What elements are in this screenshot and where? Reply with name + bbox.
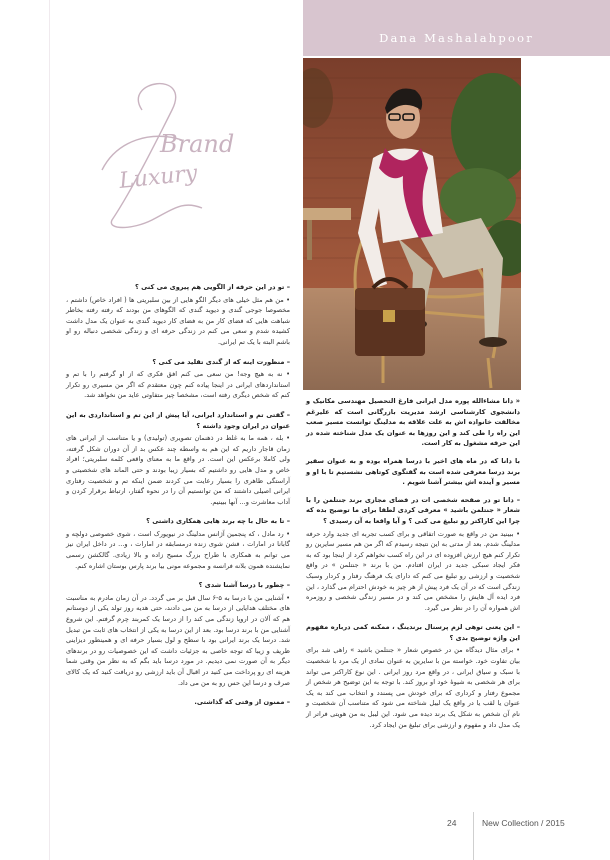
interview-question: – دانا تو در صفحه شخصی ات در فضای مجازی برند جنتلمن را با شعار « جنتلمن باشید » معرفی کردی لطفا برای ما توضیح بده که چرا این کاراکتر رو تبلیغ می کنی ؟ و آیا واقعا به آن رسیدی ؟ <box>306 495 520 525</box>
intro-paragraph: « دانا مشاءالله پوره مدل ایرانی فارغ التحصیل مهندسی مکانیک و دانشجوی کارشناسی ارشد مدیریت بازرگانی است که علیرغم مخالفت خانواده اش به علت علاقه به مدلینگ توانست مسیر صعب این راه را طی کند و این روزها به عنوان یک مدل شناخته شده در این حرفه مشغول به کار است. <box>306 397 520 448</box>
interview-question: – تا به حال با چه برند هایی همکاری داشتی ؟ <box>146 517 290 526</box>
interview-answer: • نه به هیچ وجه! من سعی می کنم افق فکری که از او گرفتم را با تم و استانداردهای ایرانی در اینجا پیاده کنم چون معتقدم که اگر من مسیری رو تکرار کنم که شخص دیگری رفته است، مشخصا چیز متفاوتی عاید من نخواهد شد. <box>66 370 290 400</box>
portrait-photo-icon <box>303 58 521 390</box>
logo-word-brand: Brand <box>160 130 235 158</box>
brand-luxury-logo <box>72 70 262 240</box>
model-photo <box>303 58 521 390</box>
right-text-column <box>306 396 520 739</box>
left-text-column <box>66 282 290 710</box>
interview-answer: • بله ، همه ما به غلط در ذهنمان تصویری (تولیدی) و یا متناسب از ایرانی های زمان قاجار داریم که این هم به واسطه چند عکس بد از آن دوران شکل گرفته، ولی کاملا برعکس این است. در واقع ما به معنای واقعی کلمه سلبریتی؛ افراد خاص و مدل هایی رو داشتیم که بسیار زیبا بودند و حتی الماند های شخصیتی و آراستگی ظاهری را بسیار رعایت می کردند ضمن اینکه تم و شخصیت رفتاری ایرانی اصیلی داشتند که من توانستیم آن را در نحوه گفتار، ارتباط برقرار کردن و آداب معاشرت و... آنها ببینیم. <box>66 434 290 506</box>
author-header-band <box>303 0 610 56</box>
footer-divider <box>473 812 474 860</box>
page-number: 24 <box>447 818 457 828</box>
interview-question: – این یعنی توهی لزم پرسنال برندینگ ، ممکنه کمی درباره مفهوم این واژه توضیح بدی ؟ <box>306 623 520 642</box>
logo-word-luxury: Luxury <box>118 160 199 194</box>
margin-rule <box>49 0 50 860</box>
interview-answer: • من هم مثل خیلی های دیگر الگو هایی از بین سلبریتی ها ( افراد خاص) داشتم ، مخصوصا جوجی گندی و دیوید گندی که الگوهای من بودند که رفته رفته بخاطر شباهت هایی که فضای کار من به فضای کار دیوید گندی به عنوان یک مدل داشت کشیده شدم و سعی می کنم در زندگی حرفه ای و زندگی شخصی دنباله رو او باشم البته با یک تم ایرانی. <box>66 295 290 346</box>
interview-answer: • رد مادل ، که پنجمین آژانس مدلینگ در نیویورک است ، شوی خصوصی دولچه و گابانا در امارات ، فشن شوی زنده درمسابقه در امارات ، و... در داخل ایران نیز می توانم به همکاری با طراح بزرگ مسیح زاده و بالا زیادی. گالکشن رسمی نمایشنده همون بلانه فرانسه و مجموعه مونی بیا برند پارس بوستان اشاره کنم. <box>66 529 290 570</box>
intro-paragraph-2: با دانا که در ماه های اخیر با درسا همراه بوده و به عنوان سفیر برند درسا معرفی شده است به گفتگوی کوتاهی نشستیم تا با او و مسیر و آینده اش بیشتر آشنا شویم . <box>306 456 520 487</box>
interview-question: – ممنون از وقتی که گذاشتی. <box>194 698 290 707</box>
interview-question: – گفتی تم و استاندارد ایرانی، آیا پیش از این تم و استانداردی به این عنوان در ایران وجود داشته ؟ <box>66 410 290 430</box>
interview-answer: • ببینید من در واقع به صورت اتفاقی و برای کسب تجربه ای جدید وارد حرفه مدلینگ شدم. بعد از مدتی به این نتیجه رسیدم که اگر من هم مسیر سایرین رو تکرار کنم هیچ ارزش افزوده ای در این راه کسب نخواهم کرد از اینجا بود که به فکر ایجاد سبکی جدید در ایران افتادم. من با برند « جنتلمن » در واقع شخصیت و ارزشی رو تبلیغ می کنم که دارای یک فرهنگ رفتار و کردار وسبک زندگی است که در آن یک فرد پیش از هر چیز به خودش احترام می گذارد ، این فرد ایده آل هایش را مشخص می کند و در مسیر زندگی شخصی و روزمره اش همواره آن را در نظر می گیرد. <box>306 529 520 612</box>
interview-question: – تو در این حرفه از الگویی هم پیروی می کنی ؟ <box>134 283 290 291</box>
interview-answer: • آشنایی من با درسا به ۵-۶ سال قبل بر می گردد. در آن زمان مادرم به مناسبت های مختلف هدایایی از درسا به من می دادند، حتی هدیه روز تولد یکی از دوستانم هم که آلان در اروپا زندگی می کند را از درسا یک کمربند چرم گرفتم. این شروع آشنایی من با برند درسا بود. بعد از این درسا به یکی از انتخاب های ثابت من تبدیل شد. درسا یک برند ایرانی بود با سطح و لول بسیار حرفه ای و همینطور دیزاینی ظریف و زیبا که توجه خاصی به جزئیات داشت که این خصوصیات رو در برندهای دیگر به آن صورت نمی دیدیم. در مورد درسا باید بگم که به نظر من وقتی شما هزینه ای رو پرداخت می کنید در اقبال آن باید ارزشی رو دریافت کنید که یک کالای صرف و درسا این حس رو به من می داد. <box>66 593 290 687</box>
interview-question: – چطور با درسا آشنا شدی ؟ <box>198 581 290 590</box>
interview-question: – منظورت اینه که از گندی تقلید می کنی ؟ <box>152 357 290 366</box>
interview-answer: • برای مثال دیدگاه من در خصوص شعار « جنتلمن باشید » راهی شد برای بیان تفاوت خود. خواسته من با سایرین به عنوان نمادی از یک مرد با شخصیت با سبک و سیاق ایرانی ، در واقع مرد روز ایرانی . این نوع کاراکتر می تواند برای هر شخصی به شیوۀ خود او بروز کند. با توجه به این توضیح هر شخص از مجموع رفتار و کرداری که برای خودش می پسندد و انتخاب می کند به یک عنوان یا لقب یا در واقع یک لیبل شناخته می شود که متناسب آن شخصیت و نام آن شخص به شکل یک برند دیده می شود. این لیبل به من هویتی فراتر از یک مدل داد و مفهوم و ارزشی برای تبلیغ من ایجاد کرد. <box>306 646 520 729</box>
author-name: Dana Mashalahpoor <box>379 31 534 45</box>
issue-label: New Collection / 2015 <box>482 818 565 828</box>
